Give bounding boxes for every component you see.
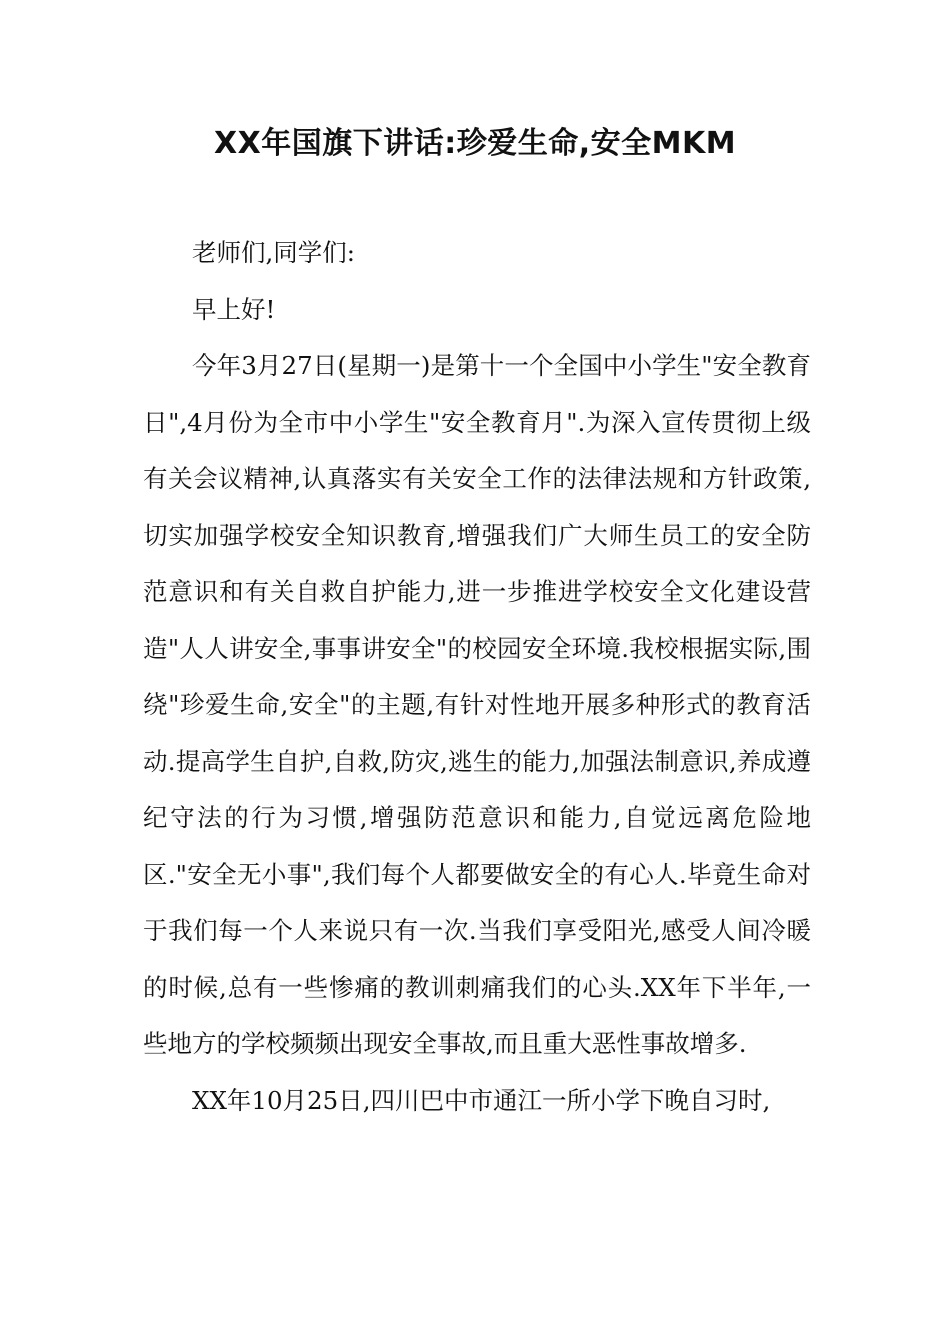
incident-paragraph: XX年10月25日,四川巴中市通江一所小学下晚自习时, bbox=[192, 1085, 771, 1115]
document-title: XX年国旗下讲话:珍爱生命,安全MKM bbox=[213, 126, 737, 161]
main-paragraph: 今年3月27日(星期一)是第十一个全国中小学生"安全教育日",4月份为全市中小学生"安全教育月".为深入宣传贯彻上级有关会议精神,认真落实有关安全工作的法律法规和方针政策,切实加强学校安全知识教育,增强我们广大师生员工的安全防范意识和有关自救自护能力,进一步推进学校安全文化建设营造"人人讲安全,事事讲安全"的校园安全环境.我校根据实际,围绕"珍爱生命,安全"的主题,有针对性地开展多种形式的教育活动.提高学生自护,自救,防灾,逃生的能力,加强法制意识,养成遵纪守法的行为习惯,增强防范意识和能力,自觉远离危险地区."安全无小事",我们每个人都要做安全的有心人.毕竟生命对于我们每一个人来说只有一次.当我们享受阳光,感受人间冷暖的时候,总有一些惨痛的教训刺痛我们的心头.XX年下半年,一些地方的学校频频出现安全事故,而且重大恶性事故增多. bbox=[143, 351, 811, 1058]
morning-paragraph: 早上好! bbox=[192, 294, 276, 324]
greeting-paragraph: 老师们,同学们: bbox=[192, 238, 356, 267]
document-body bbox=[143, 225, 811, 1129]
